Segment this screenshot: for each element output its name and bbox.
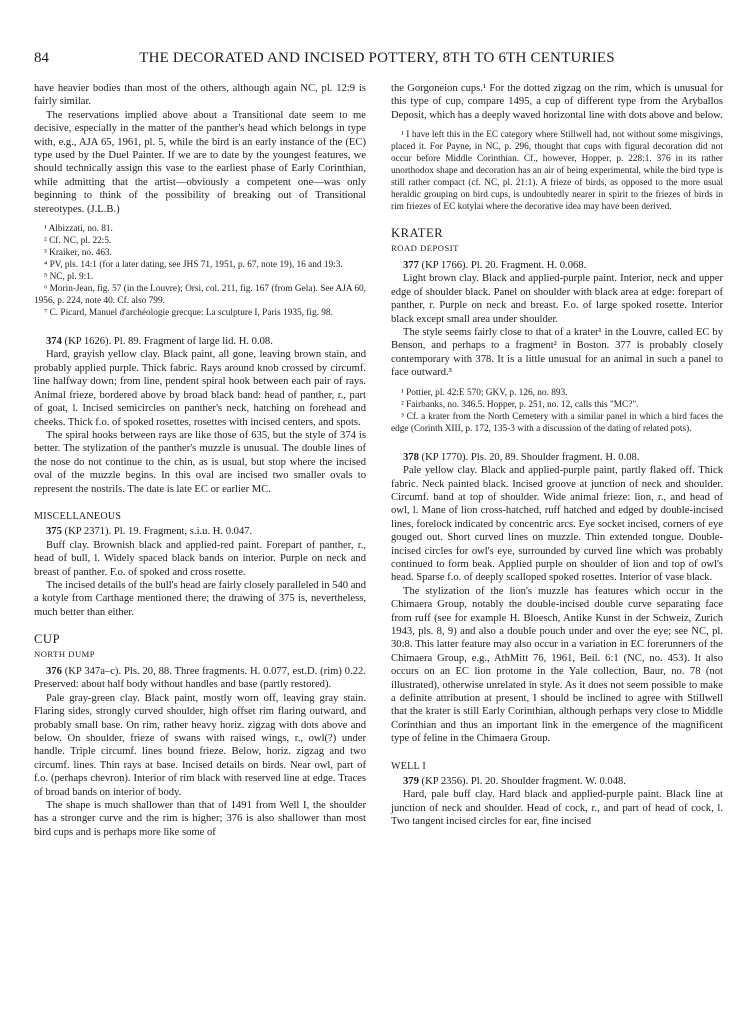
page-number: 84 bbox=[34, 50, 49, 66]
section-heading-miscellaneous: MISCELLANEOUS bbox=[34, 510, 122, 522]
paragraph: the Gorgoneion cups.¹ For the dotted zigzag on the rim, which is unusual for this type of cup, compare 1495, a cup of different type from the Aryballos Deposit, which has a deeply waved horizontal line with dots above and below. bbox=[391, 83, 723, 121]
catalog-entry-375 bbox=[34, 525, 366, 538]
section-heading-well-i: WELL I bbox=[391, 760, 427, 772]
paragraph: have heavier bodies than most of the others, although again NC, pl. 12:9 is fairly similar. bbox=[34, 83, 366, 108]
right-column bbox=[391, 82, 723, 829]
catalog-entry-379 bbox=[391, 775, 723, 788]
entry-number: 376 bbox=[46, 666, 62, 677]
footnote: ⁴ PV, pls. 14:1 (for a later dating, see JHS 71, 1951, p. 67, note 19), 16 and 19:3. bbox=[44, 260, 343, 271]
page-header bbox=[34, 50, 720, 70]
paragraph: The incised details of the bull's head are fairly closely paralleled in 540 and a kotyle from Carthage mentioned there; the drawing of 375 is, nevertheless, much better than either. bbox=[34, 579, 366, 618]
paragraph: The shape is much shallower than that of 1491 from Well I, the shoulder has a stronger curve and the rim is higher; 376 is also shallower than most bird cups and is perhaps more like some of bbox=[34, 800, 366, 838]
entry-heading: (KP 347a–c). Pls. 20, 88. Three fragments. H. 0.077, est.D. (rim) 0.22. Preserved: about half body without handles and base (partly restored). bbox=[34, 666, 366, 691]
catalog-entry-376 bbox=[34, 665, 366, 692]
entry-heading: (KP 2371). Pl. 19. Fragment, s.i.u. H. 0.047. bbox=[61, 526, 253, 538]
paragraph: Hard, pale buff clay. Hard black and applied-purple paint. Black line at junction of neck and shoulder. Head of cock, r., and part of head of cock, l. Two tangent incised circles for ear, fine incised bbox=[391, 789, 723, 828]
paragraph: Buff clay. Brownish black and applied-red paint. Forepart of panther, r., head of bull, l. Widely spaced black bands on interior. Purple on neck and breast of panther. F.o. of spoked and cross rosette. bbox=[34, 539, 366, 578]
subsection-road-deposit: ROAD DEPOSIT bbox=[391, 242, 459, 253]
paragraph: The reservations implied above about a Transitional date seem to me decisive, especially in the matter of the panther's head which belongs in type with, e.g., AJA 65, 1961, pl. 5, while the bird is an early instance of the (EC) type used by the Duel Painter. If we are to date by the youngest features, we should technically assign this vase to the earliest phase of Early Corinthian, while admitting that the artist—obviously a competent one—was only beginning to think of the possibility of breaking out of Transitional stereotypes. (J.L.B.) bbox=[34, 109, 366, 215]
entry-heading: (KP 1766). Pl. 20. Fragment. H. 0.068. bbox=[418, 260, 587, 272]
footnote: ¹ Pottier, pl. 42:E 570; GKV, p. 126, no. 893. bbox=[401, 387, 568, 398]
entry-heading: (KP 1770). Pls. 20, 89. Shoulder fragment. H. 0.08. bbox=[418, 451, 640, 463]
section-heading-krater: KRATER bbox=[391, 226, 444, 241]
running-title: THE DECORATED AND INCISED POTTERY, 8TH TO 6TH CENTURIES bbox=[139, 50, 615, 66]
footnote: ³ Cf. a krater from the North Cemetery with a similar panel in which a bird faces the edge (Corinth XIII, p. 172, 135-3 with a discussion of the dating of related pots). bbox=[391, 411, 723, 434]
paragraph: Light brown clay. Black and applied-purple paint. Interior, neck and upper edge of shoulder black. Panel on shoulder with black area at edge: forepart of panther, r. Purple on neck and breast. F.o. of large spoked rosette. Interior black except small area under shoulder. bbox=[391, 273, 723, 325]
catalog-entry-374 bbox=[34, 335, 366, 348]
entry-number: 379 bbox=[403, 776, 419, 788]
catalog-entry-377 bbox=[391, 259, 723, 272]
paragraph: Pale gray-green clay. Black paint, mostly worn off, leaving gray stain. Flaring sides, strongly curved shoulder, high offset rim flaring outward, and probably small base. On rim, rather heavy horiz. zigzag with dots above and below. On shoulder, frieze of swans with raised wings, r., owl(?) under handle. Triple circumf. lines bound frieze. Below, horiz. zigzag and two circumf. lines. Thin rays at base. Incised details on birds. Near owl, part of f.o. (perhaps chevron). Interior of rim black with reserved line at edge. Traces of broad bands on interior of body. bbox=[34, 692, 366, 798]
entry-number: 377 bbox=[403, 260, 419, 272]
paragraph: The stylization of the lion's muzzle has features which occur in the Chimaera Group, notably the double-incised double curve separating face from ruff (see for example H. Bloesch, Antike Kunst in der Schweiz, Zurich 1943, pls. 8, 9) and also a double pouch under and over the eye; see NC, pl. 30:8. This latter feature may also occur in a variation in EC forerunners of the Chimaera Group, e.g., AthMitt 76, 1961, Beil. 6:1 (NC, no. 453). It also occurs on an EC lion protome in the Yale collection, Baur, no. 78 (not illustrated), otherwise unrelated in style. As it does not seem possible to make a definite attribution at present, I should be inclined to agree with Stillwell that the krater is still Early Corinthian, although perhaps very close to Middle Corinthian and thus an important link in the emergence of the magnificent type of feline in the Chimaera Group. bbox=[391, 585, 723, 745]
entry-number: 375 bbox=[46, 526, 62, 538]
footnote: ⁵ NC, pl. 9:1. bbox=[44, 272, 94, 283]
catalog-entry-378 bbox=[391, 451, 723, 464]
footnote: ³ Kraiker, no. 463. bbox=[44, 248, 112, 259]
footnote: ¹ I have left this in the EC category where Stillwell had, not without some misgivings, placed it. For Payne, in NC, p. 296, thought that cups with figural decoration did not occur before Middle Corinthian. Cf., however, Hopper, p. 228:1. 376 in its rather unorthodox shape and decoration has an air of being experimental, while the bird type is still rather compact (cf. NC, pl. 21:1). A frieze of birds, as opposed to the more usual heraldic grouping on bird cups, is undoubtedly nearer in spirit to the friezes of birds in rim friezes of EC kotylai where the decorative idea may have been derived. bbox=[391, 130, 723, 213]
paragraph: Pale yellow clay. Black and applied-purple paint, partly flaked off. Thick fabric. Neck painted black. Incised groove at junction of neck and shoulder. Circumf. band at top of shoulder. Wide animal frieze: lion, r., and head of owl, l. Mane of lion cross-hatched, ruff hatched and edged by double-incised lines, forelock indicated by concentric arcs. Eye socket incised, corners of eye gouged out. Short curved lines on muzzle. Thin extended tongue. Double-incised circles for owl's eye, surrounded by curved line which was probably continued to form beak. Applied purple on shoulder of lion and top of owl's head. Sparse f.o. of deeply scalloped spoked rosettes. Interior of vase black. bbox=[391, 465, 723, 584]
left-column bbox=[34, 82, 366, 839]
paragraph: The spiral hooks between rays are like those of 635, but the style of 374 is better. The stylization of the panther's muzzle is unusual. The double lines of the nose do not continue to the chin, as is usual, but stop where the incised oval of the muzzle begins. In this oval are incised two smaller ovals to represent the nostrils. The date is late EC or earlier MC. bbox=[34, 429, 366, 495]
paragraph: Hard, grayish yellow clay. Black paint, all gone, leaving brown stain, and probably applied purple. Thick fabric. Rays around knob crossed by circumf. line halfway down; from line, pendent spiral hook between each pair of rays. Animal frieze, bordered above by broad black band: head of panther, r., part of goat, l. Incised semicircles on panther's neck, hatching on forehead and cheeks. Thick f.o. of spoked rosettes, rosettes with incised centers, and spots. bbox=[34, 349, 366, 428]
footnote: ² Fairbanks, no. 346.5. Hopper, p. 251, no. 12, calls this "MC?". bbox=[401, 399, 639, 410]
footnote: ⁷ C. Picard, Manuel d'archéologie grecque: La sculpture I, Paris 1935, fig. 98. bbox=[44, 308, 333, 319]
footnote: ² Cf. NC, pl. 22:5. bbox=[44, 236, 112, 247]
entry-heading: (KP 2356). Pl. 20. Shoulder fragment. W. 0.048. bbox=[418, 776, 626, 788]
entry-number: 374 bbox=[46, 336, 62, 348]
footnote: ¹ Albizzati, no. 81. bbox=[44, 224, 113, 235]
section-heading-cup: CUP bbox=[34, 632, 61, 647]
paragraph: The style seems fairly close to that of a krater¹ in the Louvre, called EC by Benson, and perhaps to a fragment² in Boston. 377 is probably closely contemporary with 378. It is a little unusual for an animal in such a panel to face outward.³ bbox=[391, 327, 723, 379]
entry-number: 378 bbox=[403, 451, 419, 463]
footnote: ⁶ Morin-Jean, fig. 57 (in the Louvre); Orsi, col. 211, fig. 167 (from Gela). See AJA 60, 1956, p. 224, note 40. Cf. also 799. bbox=[34, 284, 366, 307]
subsection-north-dump: NORTH DUMP bbox=[34, 648, 96, 659]
entry-heading: (KP 1626). Pl. 89. Fragment of large lid. H. 0.08. bbox=[61, 336, 273, 348]
